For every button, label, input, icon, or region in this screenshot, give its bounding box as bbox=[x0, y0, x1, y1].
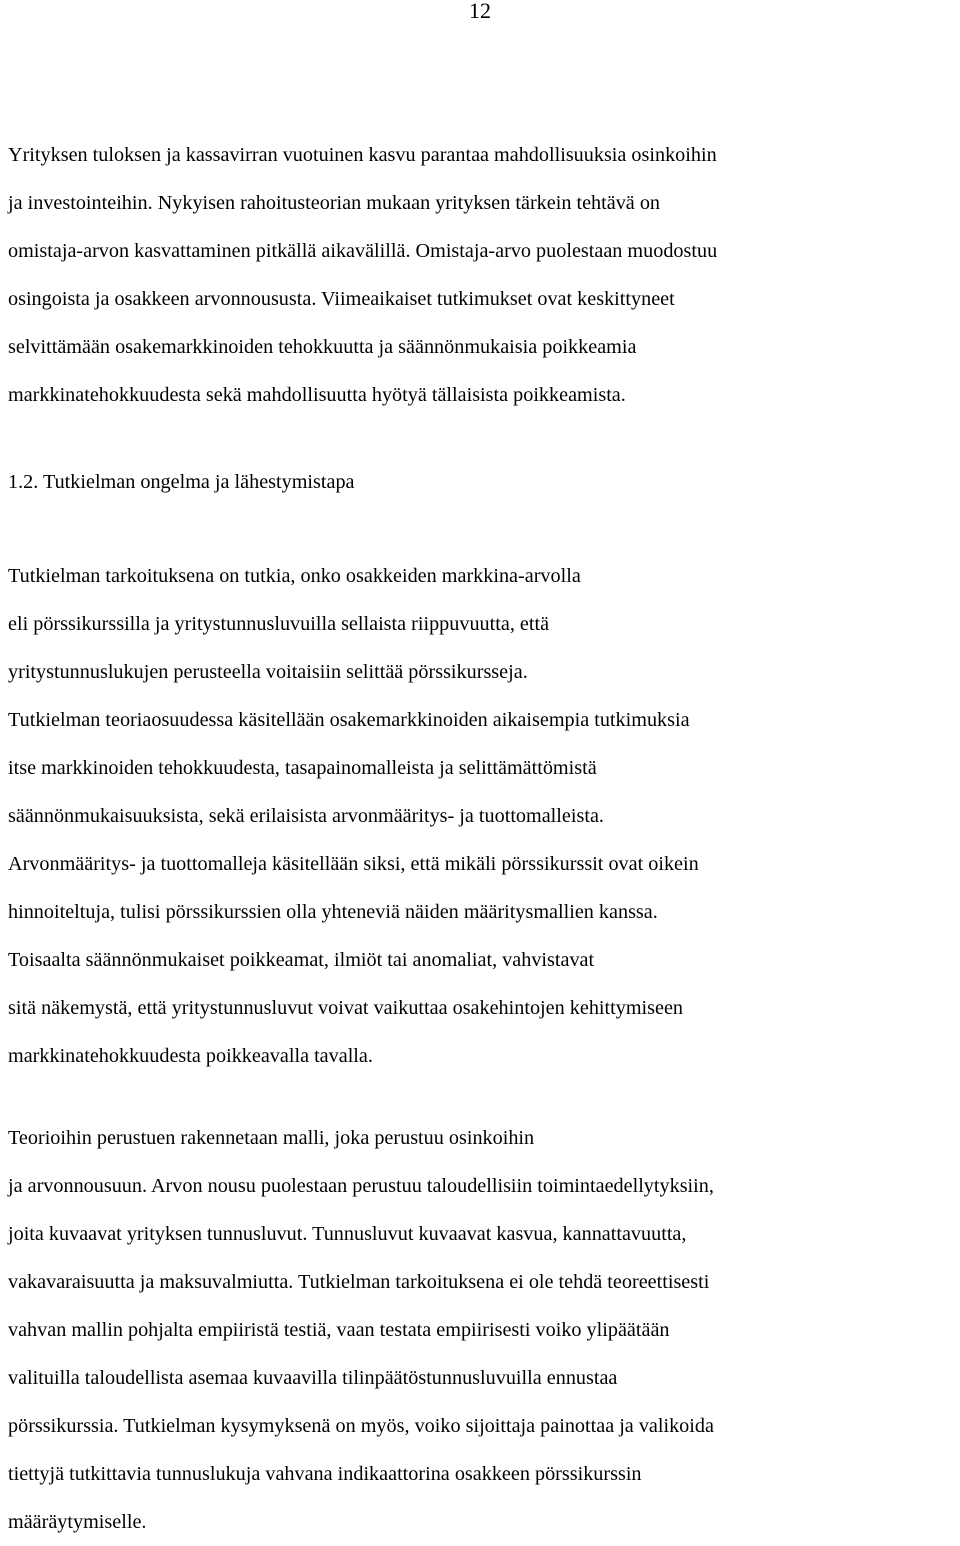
paragraph-line: Arvonmääritys- ja tuottomalleja käsitellään siksi, että mikäli pörssikurssit ovat oikein bbox=[8, 853, 699, 875]
paragraph-line: hinnoiteltuja, tulisi pörssikurssien olla yhteneviä näiden määritysmallien kanssa. bbox=[8, 901, 658, 923]
paragraph-line: vahvan mallin pohjalta empiiristä testiä, vaan testata empiirisesti voiko ylipäätään bbox=[8, 1319, 670, 1341]
paragraph-line: eli pörssikurssilla ja yritystunnusluvuilla sellaista riippuvuutta, että bbox=[8, 613, 550, 635]
paragraph-line: Tutkielman tarkoituksena on tutkia, onko osakkeiden markkina-arvolla bbox=[8, 565, 581, 587]
paragraph-line: yritystunnuslukujen perusteella voitaisiin selittää pörssikursseja. bbox=[8, 661, 528, 683]
paragraph-line: Yrityksen tuloksen ja kassavirran vuotuinen kasvu parantaa mahdollisuuksia osinkoihin bbox=[8, 144, 717, 166]
paragraph-line: Toisaalta säännönmukaiset poikkeamat, ilmiöt tai anomaliat, vahvistavat bbox=[8, 949, 595, 971]
paragraph-line: ja investointeihin. Nykyisen rahoitusteorian mukaan yrityksen tärkein tehtävä on bbox=[8, 192, 661, 214]
paragraph-line: markkinatehokkuudesta poikkeavalla tavalla. bbox=[8, 1045, 373, 1067]
paragraph-line: valituilla taloudellista asemaa kuvaavilla tilinpäätöstunnusluvuilla ennustaa bbox=[8, 1367, 618, 1389]
paragraph-line: osingoista ja osakkeen arvonnoususta. Viimeaikaiset tutkimukset ovat keskittyneet bbox=[8, 288, 675, 310]
paragraph-line: tiettyjä tutkittavia tunnuslukuja vahvana indikaattorina osakkeen pörssikurssin bbox=[8, 1463, 642, 1485]
paragraph-line: itse markkinoiden tehokkuudesta, tasapainomalleista ja selittämättömistä bbox=[8, 757, 597, 779]
paragraph-line: vakavaraisuutta ja maksuvalmiutta. Tutkielman tarkoituksena ei ole tehdä teoreettisesti bbox=[8, 1271, 710, 1293]
paragraph-line: pörssikurssia. Tutkielman kysymyksenä on myös, voiko sijoittaja painottaa ja valikoida bbox=[8, 1415, 714, 1437]
paragraph-line: sitä näkemystä, että yritystunnusluvut voivat vaikuttaa osakehintojen kehittymiseen bbox=[8, 997, 684, 1019]
paragraph-line: joita kuvaavat yrityksen tunnusluvut. Tunnusluvut kuvaavat kasvua, kannattavuutta, bbox=[8, 1223, 687, 1245]
paragraph-line: Teorioihin perustuen rakennetaan malli, joka perustuu osinkoihin bbox=[8, 1127, 535, 1149]
section-heading-text: 1.2. Tutkielman ongelma ja lähestymistapa bbox=[8, 471, 355, 493]
paragraph-line: määräytymiselle. bbox=[8, 1511, 147, 1533]
paragraph-line: selvittämään osakemarkkinoiden tehokkuutta ja säännönmukaisia poikkeamia bbox=[8, 336, 637, 358]
paragraph-line: markkinatehokkuudesta sekä mahdollisuutta hyötyä tällaisista poikkeamista. bbox=[8, 384, 626, 406]
paragraph-model bbox=[8, 1114, 960, 1546]
paragraph-research-problem bbox=[8, 552, 960, 1080]
paragraph-line: omistaja-arvon kasvattaminen pitkällä aikavälillä. Omistaja-arvo puolestaan muodostuu bbox=[8, 240, 718, 262]
paragraph-line: Tutkielman teoriaosuudessa käsitellään osakemarkkinoiden aikaisempia tutkimuksia bbox=[8, 709, 690, 731]
paragraph-intro bbox=[8, 131, 960, 419]
page-number: 12 bbox=[469, 0, 491, 23]
paragraph-line: säännönmukaisuuksista, sekä erilaisista arvonmääritys- ja tuottomalleista. bbox=[8, 805, 604, 827]
paragraph-line: ja arvonnousuun. Arvon nousu puolestaan perustuu taloudellisiin toimintaedellytyksiin, bbox=[8, 1175, 714, 1197]
section-heading bbox=[8, 458, 960, 506]
